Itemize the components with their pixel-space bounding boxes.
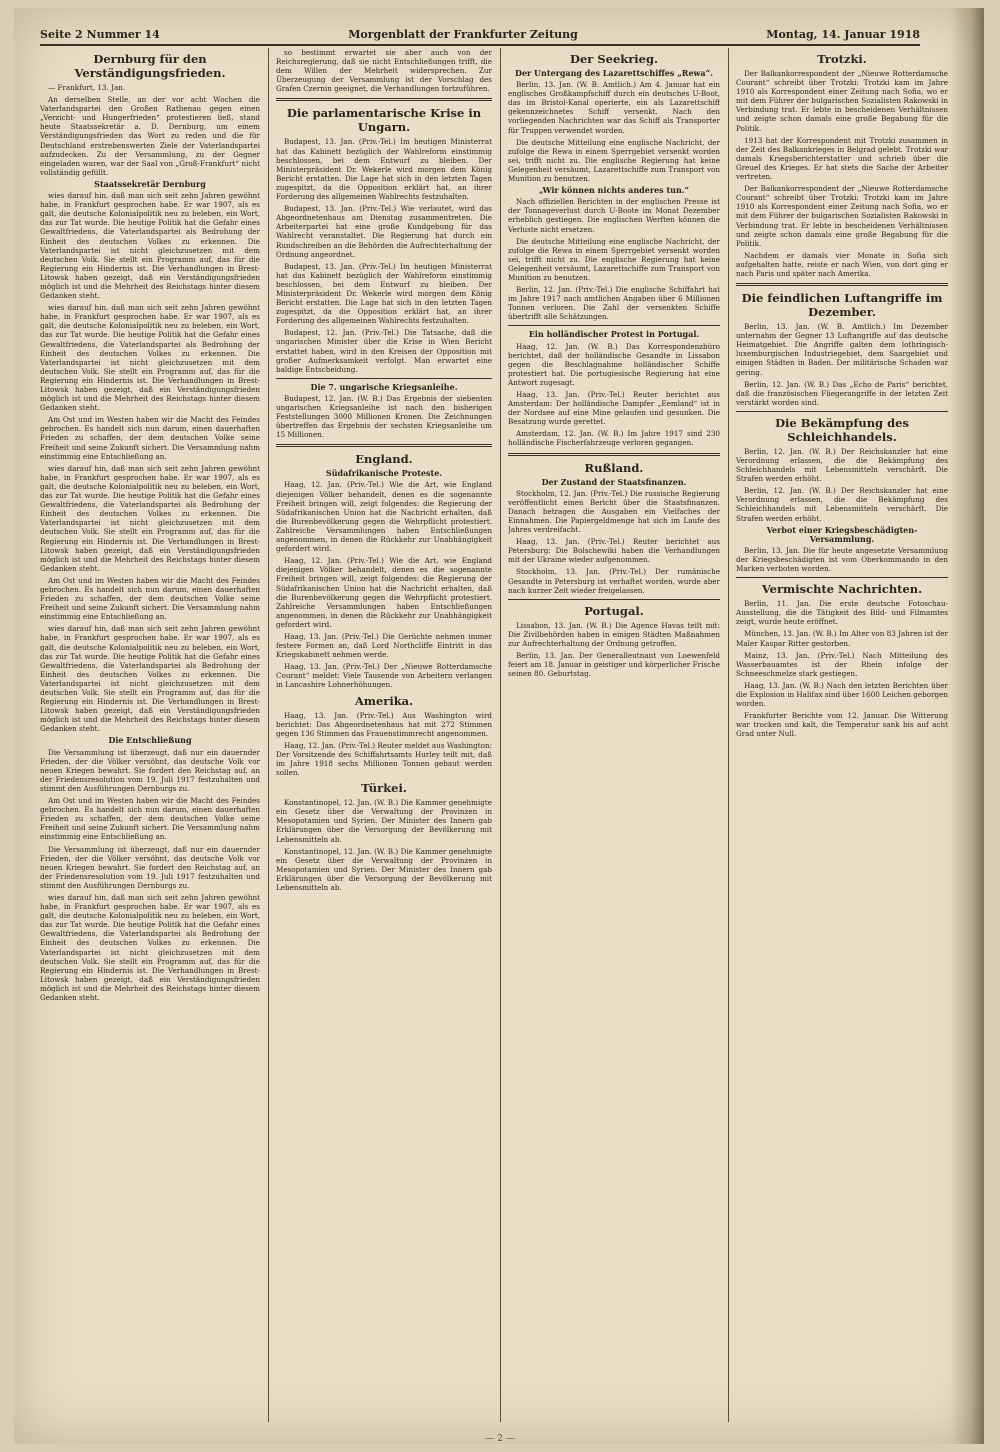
section-divider [276,98,492,101]
paragraph: Amsterdam, 12. Jan. (W. B.) Im Jahre 1917 sind 230 holländische Fischerfahrzeuge verloren gegangen. [508,429,720,448]
section-divider [508,453,720,456]
divider [736,577,948,578]
article-headline: Die feindlichen Luftangriffe im Dezember. [741,291,943,320]
divider [276,378,492,379]
subheading: Staatssekretär Dernburg [94,178,206,189]
article-headline: Die parlamentarische Krise in Ungarn. [286,106,482,135]
article-headline: England. [355,452,413,467]
paragraph: Haag, 13. Jan. (Priv.-Tel.) Aus Washington wird berichtet: Das Abgeordnetenhaus hat mit 272 Stimmen gegen 136 Stimmen das Frauenstimmrecht angenommen. [276,710,492,738]
paragraph: Haag, 13. Jan. (Priv.-Tel.) Reuter berichtet aus Petersburg: Die Bolschewiki haben die Verhandlungen mit der Ukraine wieder aufgenommen. [508,537,720,565]
paragraph: Haag, 13. Jan. (Priv.-Tel.) Die Gerüchte nehmen immer festere Formen an, daß Lord Northcliffe Eintritt in das Kriegskabinett nehmen werde. [276,631,492,660]
paragraph: wies darauf hin, daß man sich seit zehn Jahren gewöhnt habe, in Frankfurt gesprochen habe. Er war 1907, als es galt, die deutsche Kolonialpolitik neu zu beleben, ein Wort, das zur Tat wurde. Die heutige Politik hat die Gefahr eines Gewaltfriedens, die Vaterlandspartei als Bedrohung der Einheit des deutschen Volkes zu erkennen. Die Vaterlandspartei ist nicht gleichzusetzen mit dem deutschen Volk. Sie stellt ein Programm auf, das für die Regierung ein Hindernis ist. Die Verhandlungen in Brest-Litowsk haben gezeigt, daß ein Verständigungsfrieden möglich ist und die Mehrheit des Reichstags hinter diesem Gedanken steht. [40,892,260,1002]
article-headline: Dernburg für den Verständigungsfrieden. [74,52,226,80]
article-headline: Rußland. [584,460,644,475]
divider [508,599,720,600]
paragraph: wies darauf hin, daß man sich seit zehn Jahren gewöhnt habe, in Frankfurt gesprochen habe. Er war 1907, als es galt, die deutsche Kolonialpolitik neu zu beleben, ein Wort, das zur Tat wurde. Die heutige Politik hat die Gefahr eines Gewaltfriedens, die Vaterlandspartei als Bedrohung der Einheit des deutschen Volkes zu erkennen. Die Vaterlandspartei ist nicht gleichzusetzen mit dem deutschen Volk. Sie stellt ein Programm auf, das für die Regierung ein Hindernis ist. Die Verhandlungen in Brest-Litowsk haben gezeigt, daß ein Verständigungsfrieden möglich ist und die Mehrheit des Reichstags hinter diesem Gedanken steht. [40,624,260,734]
subheading: Die 7. ungarische Kriegsanleihe. [310,381,458,392]
paragraph: Die deutsche Mitteilung eine englische Nachricht, der zufolge die Rewa in einem Sperrgebiet versenkt worden sei, trifft nicht zu. Die englische Regierung hat keine Gelegenheit versäumt, Lazarettschiffe zum Transport von Munition zu benutzen. [508,137,720,184]
paragraph: Stockholm, 12. Jan. (Priv.-Tel.) Die russische Regierung veröffentlicht einen Bericht über die Staatsfinanzen. Danach betragen die Ausgaben ein Vielfaches der Einnahmen. Die Papiergeldmenge hat sich im Laufe des Jahres verdreifacht. [508,488,720,535]
paragraph: Budapest, 12. Jan. (Priv.-Tel.) Die Tatsache, daß die ungarischen Minister über die Krise in Wien Bericht erstattet haben, wird in den Kreisen der Opposition mit großer Aufmerksamkeit verfolgt. Man erwartet eine baldige Entscheidung. [276,328,492,374]
masthead-page-number: Seite 2 Nummer 14 [40,27,160,41]
subheading: Der Untergang des Lazarettschiffes „Rewa“. [515,68,713,78]
subheading: Südafrikanische Proteste. [325,468,443,479]
article-headline: Trotzki. [817,52,867,66]
paragraph: Konstantinopel, 12. Jan. (W. B.) Die Kammer genehmigte ein Gesetz über die Verwaltung der Provinzen in Mesopotamien und Syrien. Der Minister des Innern gab Erklärungen über die Versorgung der Bevölkerung mit Lebensmitteln ab. [276,846,492,893]
subheading: Ein holländischer Protest in Portugal. [528,329,700,340]
column-rule [268,48,269,1422]
paragraph: An derselben Stelle, an der vor acht Wochen die Vaterlandspartei den Großen Rathenau gegen einen „Verzicht- und Hungerfrieden“ protestieren ließ, stand heute Staatssekretär a. D. Dernburg, um einem Verständigungsfrieden das Wort zu reden und die für Deutschland erstrebenswerten Ziele der Vaterlandspartei aufzudecken. Zu der Versammlung, zu der Gegner eingeladen waren, war der Saal von „Groß-Frankfurt“ nicht vollständig gefüllt. [40,95,260,177]
paragraph: Am Ost und im Westen haben wir die Macht des Feindes gebrochen. Es handelt sich nun darum, einen dauerhaften Frieden zu schaffen, der dem deutschen Volke seine Freiheit und seine Zukunft sichert. Die Versammlung nahm einstimmig eine Entschließung an. [40,575,260,622]
paragraph: Haag, 12. Jan. (W. B.) Das Korrespondenzbüro berichtet, daß der holländische Gesandte in Lissabon gegen die Beschlagnahme holländischer Schiffe protestiert hat. Die portugiesische Regierung hat eine Antwort zugesagt. [508,341,720,387]
article-headline: Die Bekämpfung des Schleichhandels. [775,415,909,444]
article-headline: Vermischte Nachrichten. [761,582,923,597]
divider [508,325,720,326]
page-footer-mark: — 2 — [485,1434,515,1444]
masthead [40,24,920,46]
paragraph: so bestimmt erwartet sie aber auch von der Reichsregierung, daß sie nicht Entschließungen trifft, die dem Willen der Mehrheit widersprechen. Zur Überzeugung der Versammlung ist der Vorschlag des Grafen Czernin geeignet, die Verhandlungen fortzuführen. [276,48,492,94]
article-headline: Portugal. [584,603,644,618]
subheading: Verbot einer Kriegsbeschädigten-Versammlung. [766,524,918,544]
paragraph: Die Versammlung ist überzeugt, daß nur ein dauernder Frieden, der die Völker versöhnt, das deutsche Volk vor neuen Kriegen bewahrt. Sie fordert den Reichstag auf, an der Friedensresolution vom 19. Juli 1917 festzuhalten und stimmt den Ausführungen Dernburgs zu. [40,747,260,793]
paragraph: Berlin, 12. Jan. (W. B.) Der Reichskanzler hat eine Verordnung erlassen, die die Bekämpfung des Schleichhandels mit Lebensmitteln verschärft. Die Strafen werden erhöht. [736,446,948,484]
paragraph: Nachdem er damals vier Monate in Sofia sich aufgehalten hatte, reiste er nach Wien, von dort ging er nach Paris und später nach Amerika. [736,250,948,278]
article-headline: Türkei. [361,781,407,796]
subheading: Die Entschließung [108,735,192,746]
paragraph: Haag, 12. Jan. (Priv.-Tel.) Reuter meldet aus Washington: Der Vorsitzende des Schiffahrtsamts Hurley teilt mit, daß im Jahre 1918 sechs Millionen Tonnen gebaut werden sollen. [276,740,492,778]
column-3 [508,48,720,1424]
paragraph: Nach offiziellen Berichten in der englischen Presse ist der Tonnageverlust durch U-Boote im Monat Dezember erheblich gestiegen. Die englischen Werften können die Verluste nicht ersetzen. [508,197,720,234]
column-1 [40,48,260,1424]
paragraph: Am Ost und im Westen haben wir die Macht des Feindes gebrochen. Es handelt sich nun darum, einen dauerhaften Frieden zu schaffen, der dem deutschen Volke seine Freiheit und seine Zukunft sichert. Die Versammlung nahm einstimmig eine Entschließung an. [40,796,260,842]
paragraph: München, 13. Jan. (W. B.) Im Alter von 83 Jahren ist der Maler Kaspar Ritter gestorben. [736,629,948,648]
paragraph: Berlin, 12. Jan. (W. B.) Der Reichskanzler hat eine Verordnung erlassen, die die Bekämpfung des Schleichhandels mit Lebensmitteln verschärft. Die Strafen werden erhöht. [736,486,948,523]
paragraph: Berlin, 13. Jan. (W. B. Amtlich.) Im Dezember unternahm der Gegner 13 Luftangriffe auf das deutsche Heimatgebiet. Die Angriffe galten dem lothringisch-luxemburgischen Industriegebiet, dem Saargebiet und einigen Städten in Baden. Der militärische Schaden war gering. [736,322,948,377]
column-4 [736,48,948,1424]
paragraph: Am Ost und im Westen haben wir die Macht des Feindes gebrochen. Es handelt sich nun darum, einen dauerhaften Frieden zu schaffen, der dem deutschen Volke seine Freiheit und seine Zukunft sichert. Die Versammlung nahm einstimmig eine Entschließung an. [40,415,260,461]
paragraph: Berlin, 12. Jan. (W. B.) Das „Echo de Paris“ berichtet, daß die französischen Fliegerangriffe in der letzten Zeit verstärkt worden sind. [736,379,948,407]
page-edge-shadow [950,8,984,1444]
paragraph: Berlin, 13. Jan. Der Generalleutnant von Loewenfeld feiert am 18. Januar in geistiger und körperlicher Frische seinen 80. Geburtstag. [508,650,720,679]
article-headline: Amerika. [354,693,414,708]
paragraph: Berlin, 12. Jan. (Priv.-Tel.) Die englische Schiffahrt hat im Jahre 1917 nach amtlichen Angaben über 6 Millionen Tonnen verloren. Die Zahl der versenkten Schiffe übertrifft alle Schätzungen. [508,285,720,322]
paragraph: wies darauf hin, daß man sich seit zehn Jahren gewöhnt habe, in Frankfurt gesprochen habe. Er war 1907, als es galt, die deutsche Kolonialpolitik neu zu beleben, ein Wort, das zur Tat wurde. Die heutige Politik hat die Gefahr eines Gewaltfriedens, die Vaterlandspartei als Bedrohung der Einheit des deutschen Volkes zu erkennen. Die Vaterlandspartei ist nicht gleichzusetzen mit dem deutschen Volk. Sie stellt ein Programm auf, das für die Regierung ein Hindernis ist. Die Verhandlungen in Brest-Litowsk haben gezeigt, daß ein Verständigungsfrieden möglich ist und die Mehrheit des Reichstags hinter diesem Gedanken steht. [40,463,260,573]
paragraph: 1913 hat der Korrespondent mit Trotzki zusammen in der Zeit des Balkankrieges in Belgrad gelebt. Trotzki war damals Kriegsberichterstatter und schrieb über die Greuel des Krieges. Er hat stets die Sache der Arbeiter vertreten. [736,135,948,182]
paragraph: Haag, 13. Jan. (W. B.) Nach den letzten Berichten über die Explosion in Halifax sind über 1600 Leichen geborgen worden. [736,680,948,709]
paragraph: Haag, 13. Jan. (Priv.-Tel.) Der „Nieuwe Rotterdamsche Courant“ meldet: Viele Tausende von Arbeitern verlangen in Lancashire Lohnerhöhungen. [276,662,492,690]
masthead-date: Montag, 14. Januar 1918 [766,27,920,41]
paragraph: Haag, 12. Jan. (Priv.-Tel.) Wie die Art, wie England diejenigen Völker behandelt, denen es die sogenannte Freiheit bringen will, zeigt folgendes: die Regierung der Südafrikanischen Union hat die Nachricht erhalten, daß die Burenbevölkerung gegen die Wehrpflicht protestiert. Zahlreiche Versammlungen haben Entschließungen angenommen, in denen die Rückkehr zur Unabhängigkeit gefordert wird. [276,556,492,629]
paragraph: Stockholm, 13. Jan. (Priv.-Tel.) Der rumänische Gesandte in Petersburg ist verhaftet worden, wurde aber nach kurzer Zeit wieder freigelassen. [508,567,720,595]
paragraph: Budapest, 13. Jan. (Priv.-Tel.) Wie verlautet, wird das Abgeordnetenhaus am Dienstag zusammentreten. Die Arbeiterpartei hat eine große Kundgebung für das Wahlrecht veranstaltet. Die Regierung hat durch ein Rundschreiben an die Behörden die Aufrechterhaltung der Ordnung angeordnet. [276,204,492,259]
paragraph: Berlin, 11. Jan. Die erste deutsche Fotoschau-Ausstellung, die die Tätigkeit des Bild- und Filmamtes zeigt, wurde heute eröffnet. [736,599,948,627]
paragraph: Budapest, 13. Jan. (Priv.-Tel.) Im heutigen Ministerrat hat das Kabinett bezüglich der Wahlreform einstimmig beschlossen, bei dem Entwurf zu bleiben. Der Ministerpräsident Dr. Wekerle wird morgen dem König Bericht erstatten. Die Lage hat sich in den letzten Tagen zugespitzt, da die Opposition erklärt hat, an ihrer Forderung des allgemeinen Wahlrechts festzuhalten. [276,261,492,326]
section-divider [276,444,492,447]
paragraph: wies darauf hin, daß man sich seit zehn Jahren gewöhnt habe, in Frankfurt gesprochen habe. Er war 1907, als es galt, die deutsche Kolonialpolitik neu zu beleben, ein Wort, das zur Tat wurde. Die heutige Politik hat die Gefahr eines Gewaltfriedens, die Vaterlandspartei als Bedrohung der Einheit des deutschen Volkes zu erkennen. Die Vaterlandspartei ist nicht gleichzusetzen mit dem deutschen Volk. Sie stellt ein Programm auf, das für die Regierung ein Hindernis ist. Die Verhandlungen in Brest-Litowsk haben gezeigt, daß ein Verständigungsfrieden möglich ist und die Mehrheit des Reichstags hinter diesem Gedanken steht. [40,191,260,301]
paragraph: Konstantinopel, 12. Jan. (W. B.) Die Kammer genehmigte ein Gesetz über die Verwaltung der Provinzen in Mesopotamien und Syrien. Der Minister des Innern gab Erklärungen über die Versorgung der Bevölkerung mit Lebensmitteln ab. [276,798,492,844]
paragraph: Der Balkankorrespondent der „Nieuwe Rotterdamsche Courant“ schreibt über Trotzki: Trotzki kam im Jahre 1910 als Korrespondent einer Zeitung nach Sofia, wo er mit dem Führer der bulgarischen Sozialisten Rakowski in Verbindung trat. Er lebte in bescheidenen Verhältnissen und zeigte schon damals eine große Begabung für die Politik. [736,184,948,248]
subheading: „Wir können nichts anderes tun.“ [538,185,690,196]
paragraph: Haag, 13. Jan. (Priv.-Tel.) Reuter berichtet aus Amsterdam: Der holländische Dampfer „Eemland“ ist in der Nordsee auf eine Mine gelaufen und gesunken. Die Besatzung wurde gerettet. [508,390,720,427]
masthead-title: Morgenblatt der Frankfurter Zeitung [348,27,578,41]
paragraph: Lissabon, 13. Jan. (W. B.) Die Agence Havas teilt mit: Die Zivilbehörden haben in einigen Städten Maßnahmen zur Aufrechterhaltung der Ordnung getroffen. [508,620,720,648]
paragraph: Berlin, 13. Jan. Die für heute angesetzte Versammlung der Kriegsbeschädigten ist vom Oberkommando in den Marken verboten worden. [736,545,948,574]
paragraph: Frankfurter Berichte vom 12. Januar. Die Witterung war trocken und kalt, die Temperatur sank bis auf acht Grad unter Null. [736,711,948,739]
article-headline: Der Seekrieg. [569,52,659,66]
paragraph: Budapest, 13. Jan. (Priv.-Tel.) Im heutigen Ministerrat hat das Kabinett bezüglich der Wahlreform einstimmig beschlossen, bei dem Entwurf zu bleiben. Der Ministerpräsident Dr. Wekerle wird morgen dem König Bericht erstatten. Die Lage hat sich in den letzten Tagen zugespitzt, da die Opposition erklärt hat, an ihrer Forderung des allgemeinen Wahlrechts festzuhalten. [276,137,492,202]
paragraph: wies darauf hin, daß man sich seit zehn Jahren gewöhnt habe, in Frankfurt gesprochen habe. Er war 1907, als es galt, die deutsche Kolonialpolitik neu zu beleben, ein Wort, das zur Tat wurde. Die heutige Politik hat die Gefahr eines Gewaltfriedens, die Vaterlandspartei als Bedrohung der Einheit des deutschen Volkes zu erkennen. Die Vaterlandspartei ist nicht gleichzusetzen mit dem deutschen Volk. Sie stellt ein Programm auf, das für die Regierung ein Hindernis ist. Die Verhandlungen in Brest-Litowsk haben gezeigt, daß ein Verständigungsfrieden möglich ist und die Mehrheit des Reichstags hinter diesem Gedanken steht. [40,303,260,413]
paragraph: Berlin, 13. Jan. (W. B. Amtlich.) Am 4. Januar hat ein englisches Großkampfschiff durch ein deutsches U-Boot, das im Bristol-Kanal operierte, ein als Lazarettschiff gekennzeichnetes Schiff versenkt. Nach den vorliegenden Nachrichten war das Schiff als Transporter für Truppen verwendet worden. [508,80,720,135]
divider [736,411,948,412]
column-rule [500,48,501,1422]
paragraph: Mainz, 13. Jan. (Priv.-Tel.) Nach Mitteilung des Wasserbauamtes ist der Rhein infolge der Schneeschmelze stark gestiegen. [736,650,948,678]
paragraph: Haag, 12. Jan. (Priv.-Tel.) Wie die Art, wie England diejenigen Völker behandelt, denen es die sogenannte Freiheit bringen will, zeigt folgendes: die Regierung der Südafrikanischen Union hat die Nachricht erhalten, daß die Burenbevölkerung gegen die Wehrpflicht protestiert. Zahlreiche Versammlungen haben Entschließungen angenommen, in denen die Rückkehr zur Unabhängigkeit gefordert wird. [276,480,492,554]
dateline: — Frankfurt, 13. Jan. [48,83,126,92]
column-2 [276,48,492,1424]
paragraph: Budapest, 12. Jan. (W. B.) Das Ergebnis der siebenten ungarischen Kriegsanleihe ist nach den bisherigen Feststellungen 3000 Millionen Kronen. Die Zeichnungen übertreffen das Ergebnis der sechsten Kriegsanleihe um 15 Millionen. [276,393,492,440]
column-rule [728,48,729,1422]
paragraph: Die deutsche Mitteilung eine englische Nachricht, der zufolge die Rewa in einem Sperrgebiet versenkt worden sei, trifft nicht zu. Die englische Regierung hat keine Gelegenheit versäumt, Lazarettschiffe zum Transport von Munition zu benutzen. [508,236,720,282]
paragraph: Die Versammlung ist überzeugt, daß nur ein dauernder Frieden, der die Völker versöhnt, das deutsche Volk vor neuen Kriegen bewahrt. Sie fordert den Reichstag auf, an der Friedensresolution vom 19. Juli 1917 festzuhalten und stimmt den Ausführungen Dernburgs zu. [40,844,260,890]
section-divider [736,283,948,286]
paragraph: Der Balkankorrespondent der „Nieuwe Rotterdamsche Courant“ schreibt über Trotzki: Trotzki kam im Jahre 1910 als Korrespondent einer Zeitung nach Sofia, wo er mit dem Führer der bulgarischen Sozialisten Rakowski in Verbindung trat. Er lebte in bescheidenen Verhältnissen und zeigte schon damals eine große Begabung für die Politik. [736,69,948,133]
subheading: Der Zustand der Staatsfinanzen. [541,476,687,487]
